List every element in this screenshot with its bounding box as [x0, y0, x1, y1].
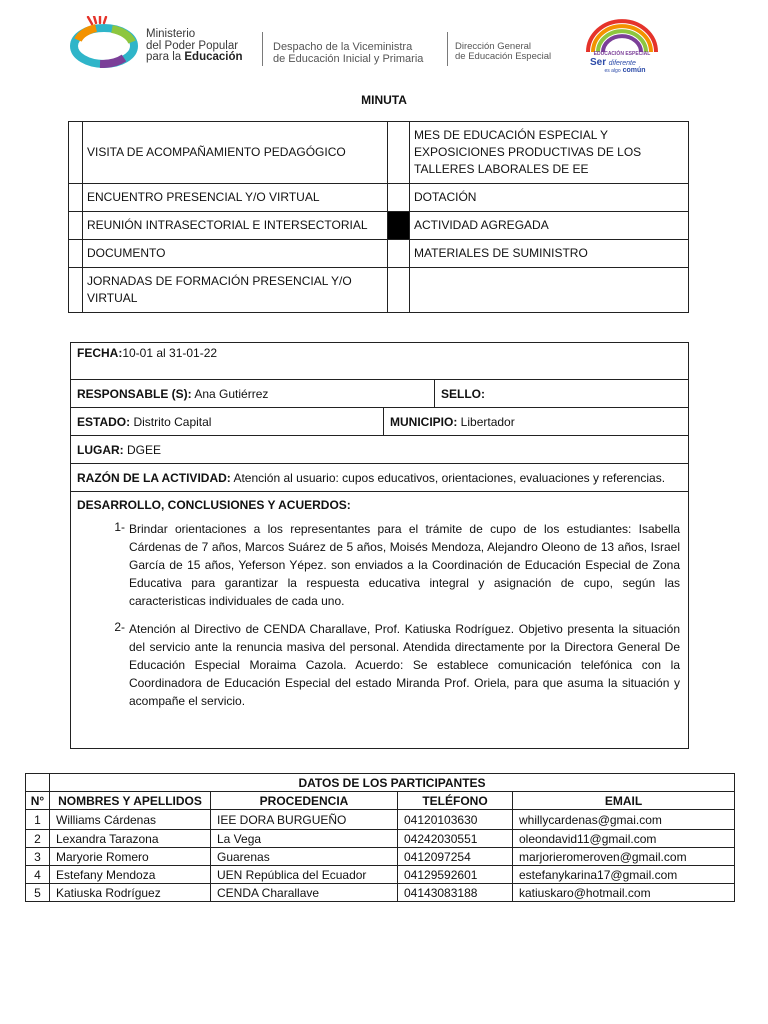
activity-checkbox[interactable] — [388, 268, 410, 313]
lugar-value: DGEE — [123, 442, 162, 457]
municipio-label: MUNICIPIO: — [390, 414, 458, 429]
activity-left-label: ENCUENTRO PRESENCIAL Y/O VIRTUAL — [83, 184, 388, 212]
desarrollo-item-text: Brindar orientaciones a los representantes para el trámite de cupo de los estudiantes: Isabella Cárdenas de 7 años, Marcos Suárez de 5 años, Moisés Mendoza, Alejandro Oleono de 13 años, Israel García de 15 años, Yeferson Yépez. son enviados a la Coordinación de Educación Especial de Zona Educativa para garantizar la respuesta educativa integral y asignación de cupo, según las caracteristicas individuales de cada uno. — [129, 522, 680, 608]
table-row — [26, 830, 735, 848]
activity-left-label: VISITA DE ACOMPAÑAMIENTO PEDAGÓGICO — [83, 122, 388, 184]
col-header-email: EMAIL — [513, 792, 735, 810]
activity-left-margin — [69, 212, 83, 240]
col-header-number: N° — [26, 792, 50, 810]
cell-number: 2 — [26, 830, 50, 848]
desarrollo-list — [77, 520, 682, 710]
activity-row — [69, 268, 689, 313]
desarrollo-label: DESARROLLO, CONCLUSIONES Y ACUERDOS: — [77, 498, 351, 512]
desarrollo-item — [77, 620, 682, 710]
minute-info-table — [70, 342, 689, 749]
estado-label: ESTADO: — [77, 414, 131, 429]
document-title: MINUTA — [361, 93, 407, 107]
despacho-line-1: Despacho de la Viceministra — [273, 41, 413, 53]
desarrollo-item-text: Atención al Directivo de CENDA Charallave, Prof. Katiuska Rodríguez. Objetivo presenta la situación del servicio ante la renuncia masiva del personal. Atendida directamente por la Directora General De Educación Especial Moraima Cazola. Acuerdo: Se establece comunicación telefónica con la Coordinadora de Educación Especial del estado Miranda Prof. Oriela, para que asuma la situación y acompañe el servicio. — [129, 622, 680, 708]
direccion-line-2: de Educación Especial — [455, 51, 552, 62]
razon-value: Atención al usuario: cupos educativos, orientaciones, evaluaciones y referencias. — [230, 470, 666, 485]
cell-name: Estefany Mendoza — [50, 866, 211, 884]
fecha-value: 10-01 al 31-01-22 — [122, 346, 218, 360]
cell-name: Maryorie Romero — [50, 848, 211, 866]
direccion-line-1: Dirección General — [455, 41, 532, 52]
participants-title-blank — [26, 774, 50, 792]
estado-cell — [71, 408, 384, 436]
logo-diferente: diferente — [608, 60, 636, 67]
header-divider-2 — [447, 32, 448, 66]
cell-procedencia: CENDA Charallave — [211, 884, 398, 902]
cell-email: marjorieromeroven@gmail.com — [513, 848, 735, 866]
col-header-name: NOMBRES Y APELLIDOS — [50, 792, 211, 810]
activity-checkbox-checked[interactable] — [388, 212, 410, 240]
desarrollo-cell — [71, 492, 689, 749]
responsable-label: RESPONSABLE (S): — [77, 386, 192, 401]
cell-number: 4 — [26, 866, 50, 884]
ministry-name — [146, 29, 243, 64]
municipio-value: Libertador — [457, 414, 515, 429]
activity-left-margin — [69, 268, 83, 313]
table-row — [26, 866, 735, 884]
activity-left-margin — [69, 240, 83, 268]
col-header-telefono: TELÉFONO — [398, 792, 513, 810]
cell-name: Williams Cárdenas — [50, 810, 211, 830]
activity-left-margin — [69, 122, 83, 184]
razon-row — [71, 464, 689, 492]
cell-email: oleondavid11@gmail.com — [513, 830, 735, 848]
activity-row — [69, 184, 689, 212]
participants-table — [25, 773, 735, 902]
activity-left-margin — [69, 184, 83, 212]
cell-name: Lexandra Tarazona — [50, 830, 211, 848]
cell-number: 1 — [26, 810, 50, 830]
activity-right-label: DOTACIÓN — [410, 184, 689, 212]
despacho-line-2: de Educación Inicial y Primaria — [273, 53, 424, 65]
cell-telefono: 0412097254 — [398, 848, 513, 866]
activity-left-label: JORNADAS DE FORMACIÓN PRESENCIAL Y/O VIRTUAL — [83, 268, 388, 313]
desarrollo-item-number: 2- — [114, 620, 125, 634]
participants-header-row — [26, 792, 735, 810]
responsable-cell — [71, 380, 435, 408]
activity-row — [69, 122, 689, 184]
ministry-line-1: Ministerio — [146, 28, 196, 40]
table-row — [26, 810, 735, 830]
logo-comun: común — [622, 67, 646, 74]
cell-telefono: 04120103630 — [398, 810, 513, 830]
cell-procedencia: La Vega — [211, 830, 398, 848]
sello-cell — [435, 380, 689, 408]
logo-ser: Ser — [590, 57, 607, 68]
fecha-cell — [71, 343, 689, 380]
cell-procedencia: Guarenas — [211, 848, 398, 866]
cell-procedencia: IEE DORA BURGUEÑO — [211, 810, 398, 830]
cell-telefono: 04242030551 — [398, 830, 513, 848]
fecha-label: FECHA: — [77, 346, 123, 360]
participants-title: DATOS DE LOS PARTICIPANTES — [50, 774, 735, 792]
sello-label: SELLO: — [441, 386, 485, 401]
table-row — [26, 884, 735, 902]
ministry-line-3b: Educación — [184, 51, 243, 63]
activity-checkbox[interactable] — [388, 184, 410, 212]
cell-telefono: 04143083188 — [398, 884, 513, 902]
responsable-row — [71, 380, 689, 408]
ministry-line-2: del Poder Popular — [146, 39, 239, 52]
lugar-label: LUGAR: — [77, 442, 124, 457]
cell-telefono: 04129592601 — [398, 866, 513, 884]
cell-email: estefanykarina17@gmail.com — [513, 866, 735, 884]
responsable-value: Ana Gutiérrez — [191, 386, 269, 401]
estado-row — [71, 408, 689, 436]
razon-cell — [71, 464, 689, 492]
header-divider-1 — [262, 32, 263, 66]
ministry-ring-icon — [66, 16, 142, 68]
desarrollo-item — [77, 520, 682, 610]
cell-procedencia: UEN República del Ecuador — [211, 866, 398, 884]
lugar-cell — [71, 436, 689, 464]
logo-tagline-2 — [588, 67, 662, 75]
cell-email: katiuskaro@hotmail.com — [513, 884, 735, 902]
activity-checkbox[interactable] — [388, 122, 410, 184]
activity-left-label: REUNIÓN INTRASECTORIAL E INTERSECTORIAL — [83, 212, 388, 240]
fecha-row — [71, 343, 689, 380]
cell-email: whillycardenas@gmai.com — [513, 810, 735, 830]
col-header-procedencia: PROCEDENCIA — [211, 792, 398, 810]
logo-es-algo: es algo — [604, 68, 621, 74]
direccion-name — [455, 42, 551, 62]
ministry-line-3 — [146, 52, 243, 64]
activity-checkbox[interactable] — [388, 240, 410, 268]
desarrollo-item-number: 1- — [114, 520, 125, 534]
cell-number: 5 — [26, 884, 50, 902]
activity-row — [69, 240, 689, 268]
lugar-row — [71, 436, 689, 464]
logo-tagline-top: EDUCACIÓN ESPECIAL — [593, 51, 651, 57]
activity-left-label: DOCUMENTO — [83, 240, 388, 268]
participants-title-row — [26, 774, 735, 792]
ministry-line-3a: para la — [146, 51, 182, 63]
cell-number: 3 — [26, 848, 50, 866]
cell-name: Katiuska Rodríguez — [50, 884, 211, 902]
activity-type-table — [68, 121, 689, 313]
table-row — [26, 848, 735, 866]
activity-row — [69, 212, 689, 240]
despacho-name — [273, 41, 423, 65]
activity-right-label: MES DE EDUCACIÓN ESPECIAL Y EXPOSICIONES PRODUCTIVAS DE LOS TALLERES LABORALES DE EE — [410, 122, 689, 184]
activity-right-label: ACTIVIDAD AGREGADA — [410, 212, 689, 240]
activity-right-label: MATERIALES DE SUMINISTRO — [410, 240, 689, 268]
municipio-cell — [384, 408, 689, 436]
ministry-logo — [66, 16, 142, 68]
desarrollo-row — [71, 492, 689, 749]
activity-right-label — [410, 268, 689, 313]
estado-value: Distrito Capital — [130, 414, 212, 429]
razon-label: RAZÓN DE LA ACTIVIDAD: — [77, 470, 231, 485]
educacion-especial-logo — [582, 18, 662, 74]
